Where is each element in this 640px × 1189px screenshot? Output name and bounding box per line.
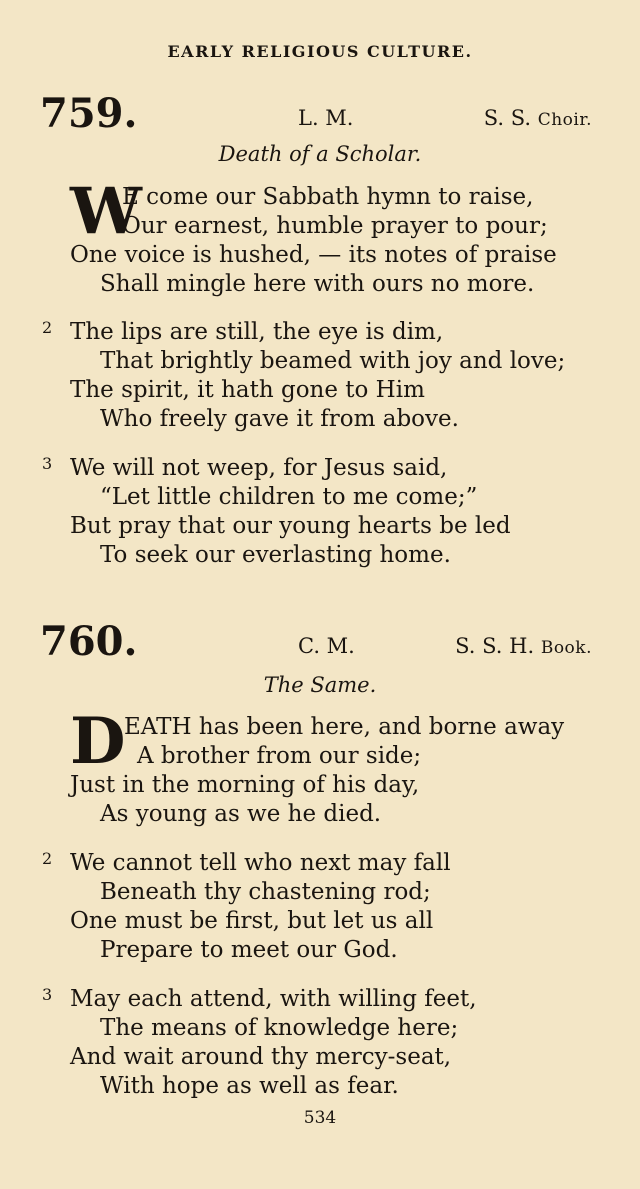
- hymn-meter: C. M.: [298, 634, 355, 658]
- verse-line: A brother from our side;: [137, 743, 422, 769]
- verse-line: And wait around thy mercy-seat,: [70, 1044, 452, 1070]
- verse-line: Our earnest, humble prayer to pour;: [122, 213, 548, 239]
- verse-line: But pray that our young hearts be led: [70, 513, 511, 539]
- verse-line: One must be first, but let us all: [70, 908, 434, 934]
- hymn-title: The Same.: [263, 673, 377, 697]
- hymn-source-word: Book.: [540, 638, 592, 658]
- verse-line: Just in the morning of his day,: [70, 772, 420, 798]
- verse-line: That brightly beamed with joy and love;: [100, 348, 566, 374]
- hymn-source: [484, 106, 592, 130]
- verse-line: One voice is hushed, — its notes of praise: [70, 242, 557, 268]
- drop-cap: D: [70, 704, 126, 779]
- verse-line: Shall mingle here with ours no more.: [100, 271, 535, 297]
- page-number: 534: [303, 1108, 337, 1128]
- verse-line: E come our Sabbath hymn to raise,: [122, 184, 534, 210]
- hymn-source: [455, 634, 592, 658]
- hymn-header: [0, 90, 640, 144]
- hymn-number: 759.: [40, 90, 138, 137]
- verse-line: The lips are still, the eye is dim,: [70, 319, 444, 345]
- hymn-meter: L. M.: [298, 106, 354, 130]
- verse-line: Who freely gave it from above.: [100, 406, 459, 432]
- verse-line: To seek our everlasting home.: [100, 542, 451, 568]
- stanza: [42, 704, 622, 829]
- verse-line: The spirit, it hath gone to Him: [70, 377, 425, 403]
- stanza: [42, 985, 622, 1101]
- verse-line: EATH has been here, and borne away: [124, 714, 565, 740]
- verse-number: 3: [42, 454, 53, 473]
- hymn-source-prefix: S. S. H.: [455, 634, 535, 658]
- stanza: [42, 174, 622, 299]
- verse-line: Beneath thy chastening rod;: [100, 879, 431, 905]
- hymn-source-prefix: S. S.: [483, 106, 532, 130]
- verse-number: 2: [42, 318, 53, 337]
- stanza: [42, 454, 622, 570]
- hymn-source-word: Choir.: [537, 110, 592, 130]
- hymn-header: [0, 618, 640, 672]
- drop-cap: W: [70, 174, 142, 249]
- stanza: [42, 849, 622, 965]
- verse-line: We cannot tell who next may fall: [70, 850, 451, 876]
- verse-line: We will not weep, for Jesus said,: [70, 455, 448, 481]
- verse-line: “Let little children to me come;”: [100, 484, 478, 510]
- verse-number: 3: [42, 985, 53, 1004]
- verse-line: May each attend, with willing feet,: [70, 986, 477, 1012]
- verse-number: 2: [42, 849, 53, 868]
- verse-line: As young as we he died.: [100, 801, 382, 827]
- verse-line: The means of knowledge here;: [100, 1015, 459, 1041]
- verse-line: With hope as well as fear.: [100, 1073, 399, 1099]
- running-head: EARLY RELIGIOUS CULTURE.: [167, 42, 473, 61]
- hymn-title: Death of a Scholar.: [218, 142, 422, 166]
- stanza: [42, 318, 622, 434]
- verse-line: Prepare to meet our God.: [100, 937, 398, 963]
- hymn-number: 760.: [40, 618, 138, 665]
